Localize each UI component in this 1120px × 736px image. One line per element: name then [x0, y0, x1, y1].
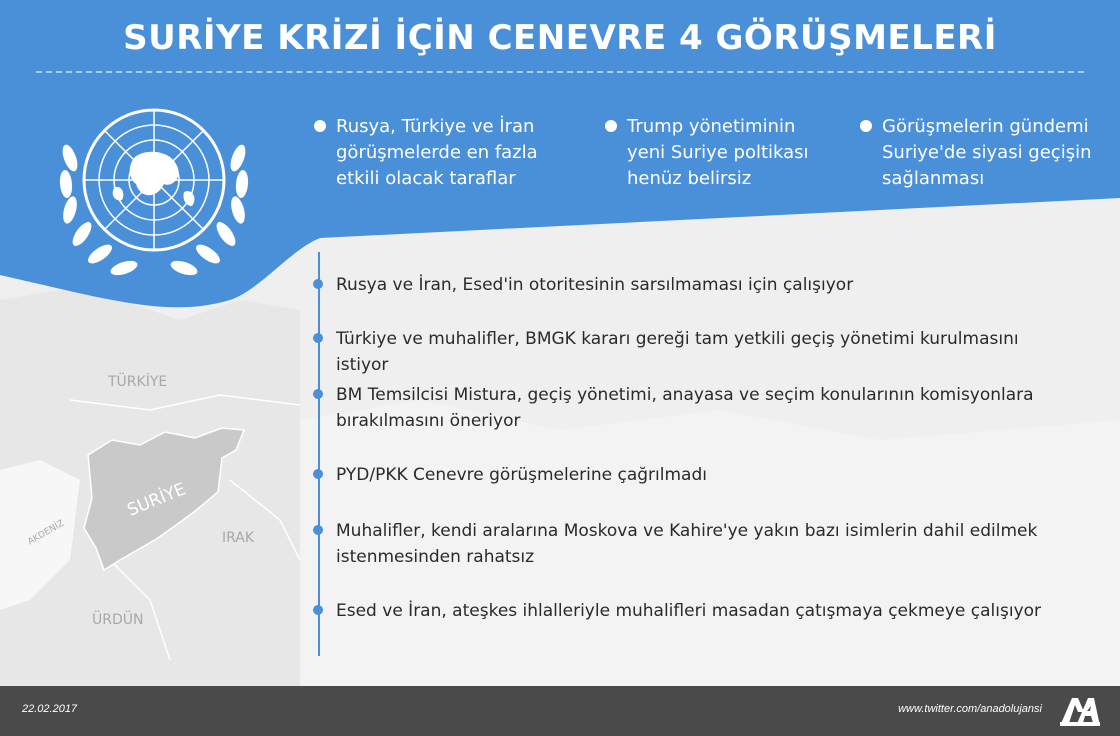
- map-label-suriye: SURİYE: [124, 479, 189, 521]
- top-bullet-text: Rusya, Türkiye ve İran görüşmelerde en fazla etkili olacak taraflar: [336, 116, 538, 189]
- timeline-dot-icon: [313, 279, 323, 289]
- list-item-text: Muhalifler, kendi aralarına Moskova ve Kahire'ye yakın bazı isimlerin dahil edilmek istenmesinden rahatsız: [336, 521, 1038, 567]
- list-item: [336, 598, 1076, 624]
- list-item-text: Türkiye ve muhalifler, BMGK kararı gereği tam yetkili geçiş yönetimi kurulmasını istiyor: [336, 329, 1019, 375]
- timeline-dot-icon: [313, 333, 323, 343]
- page-title: SURİYE KRİZİ İÇİN CENEVRE 4 GÖRÜŞMELERİ: [123, 18, 997, 58]
- aa-logo-icon: [1058, 692, 1102, 730]
- timeline-dot-icon: [313, 605, 323, 615]
- title-divider: [36, 71, 1084, 73]
- timeline-line: [318, 252, 320, 656]
- top-bullet-text: Görüşmelerin gündemi Suriye'de siyasi geçişin sağlanması: [882, 116, 1092, 189]
- bullet-dot-icon: [605, 120, 617, 132]
- list-item-text: Rusya ve İran, Esed'in otoritesinin sarsılmaması için çalışıyor: [336, 275, 854, 295]
- footer-bar: [0, 686, 1120, 736]
- top-bullet: [627, 114, 837, 192]
- list-item: [336, 518, 1056, 570]
- list-item-text: PYD/PKK Cenevre görüşmelerine çağrılmadı: [336, 465, 707, 485]
- list-item: [336, 382, 1036, 434]
- bullet-dot-icon: [314, 120, 326, 132]
- top-bullet: [336, 114, 586, 192]
- list-item-text: Esed ve İran, ateşkes ihlalleriyle muhalifleri masadan çatışmaya çekmeye çalışıyor: [336, 601, 1042, 621]
- map-label-irak: IRAK: [222, 530, 255, 546]
- twitter-link[interactable]: www.twitter.com/anadolujansi: [898, 703, 1042, 715]
- list-item-text: BM Temsilcisi Mistura, geçiş yönetimi, anayasa ve seçim konularının komisyonlara bırakılmasını öneriyor: [336, 385, 1034, 431]
- timeline-dot-icon: [313, 389, 323, 399]
- timeline-dot-icon: [313, 469, 323, 479]
- map-label-turkiye: TÜRKİYE: [108, 374, 168, 390]
- map-label-akdeniz: AKDENİZ: [26, 518, 67, 548]
- list-item: [336, 326, 1076, 378]
- un-emblem-icon: [44, 88, 264, 308]
- map-label-urdun: ÜRDÜN: [92, 612, 144, 628]
- timeline-dot-icon: [313, 525, 323, 535]
- top-bullet-text: Trump yönetiminin yeni Suriye poltikası henüz belirsiz: [627, 116, 809, 189]
- bullet-dot-icon: [860, 120, 872, 132]
- footer-date: 22.02.2017: [22, 703, 78, 715]
- list-item: [336, 272, 1076, 298]
- top-bullet: [882, 114, 1092, 192]
- list-item: [336, 462, 1076, 488]
